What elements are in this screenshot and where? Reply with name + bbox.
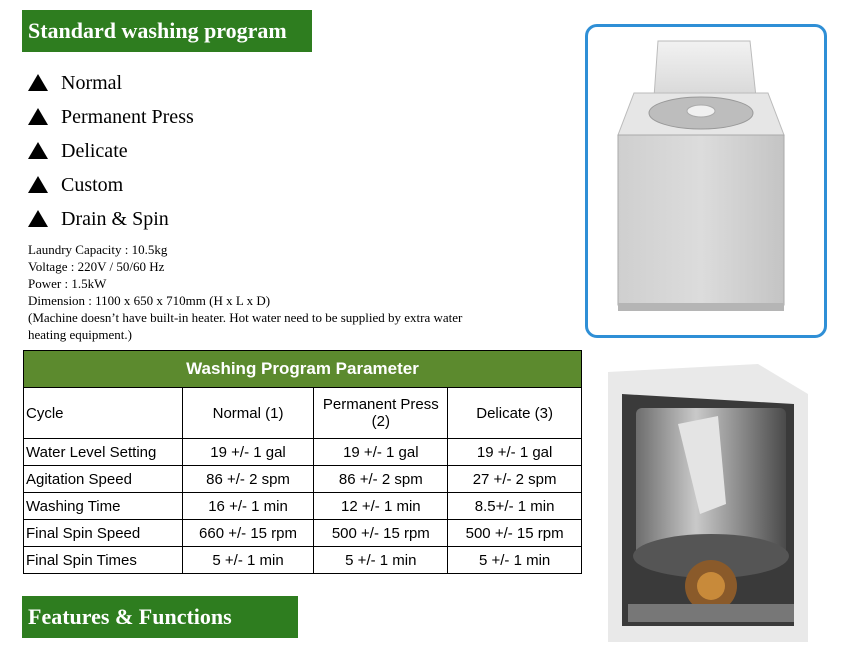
table-title: Washing Program Parameter: [24, 351, 582, 388]
program-label: Permanent Press: [61, 105, 194, 128]
table-cell: 27 +/- 2 spm: [448, 466, 582, 493]
washer-exterior-photo: [585, 24, 827, 338]
standard-washing-program-heading: Standard washing program: [22, 10, 312, 52]
spec-voltage: Voltage : 220V / 50/60 Hz: [28, 259, 165, 274]
washer-cutaway-illustration: [608, 364, 820, 642]
program-label: Delicate: [61, 139, 128, 162]
table-cell: 5 +/- 1 min: [182, 547, 314, 574]
table-cell: Washing Time: [24, 493, 183, 520]
table-cell: 19 +/- 1 gal: [182, 439, 314, 466]
list-item: [28, 168, 194, 202]
table-cell: 660 +/- 15 rpm: [182, 520, 314, 547]
program-list: [28, 66, 194, 236]
header-cell: Permanent Press (2): [314, 388, 448, 439]
machine-specs: [28, 241, 568, 343]
table-row: [24, 547, 582, 574]
list-item: [28, 134, 194, 168]
table-header-row: [24, 388, 582, 439]
table-cell: Final Spin Speed: [24, 520, 183, 547]
list-item: [28, 100, 194, 134]
spec-note-line2: heating equipment.): [28, 327, 132, 342]
table-cell: 86 +/- 2 spm: [314, 466, 448, 493]
table-cell: 19 +/- 1 gal: [448, 439, 582, 466]
list-item: [28, 202, 194, 236]
table-cell: 19 +/- 1 gal: [314, 439, 448, 466]
triangle-bullet-icon: [28, 108, 48, 125]
table-cell: 5 +/- 1 min: [314, 547, 448, 574]
features-functions-heading: Features & Functions: [22, 596, 298, 638]
table-cell: 8.5+/- 1 min: [448, 493, 582, 520]
table-cell: 500 +/- 15 rpm: [448, 520, 582, 547]
spec-capacity: Laundry Capacity : 10.5kg: [28, 242, 168, 257]
washer-exterior-illustration: [588, 27, 824, 335]
table-cell: 500 +/- 15 rpm: [314, 520, 448, 547]
table-cell: 86 +/- 2 spm: [182, 466, 314, 493]
list-item: [28, 66, 194, 100]
program-label: Custom: [61, 173, 124, 196]
triangle-bullet-icon: [28, 210, 48, 227]
spec-note-line1: (Machine doesn’t have built-in heater. Hot water need to be supplied by extra water: [28, 310, 463, 325]
table-row: [24, 520, 582, 547]
table-cell: Water Level Setting: [24, 439, 183, 466]
table-cell: 12 +/- 1 min: [314, 493, 448, 520]
program-label: Drain & Spin: [61, 207, 169, 230]
washing-parameter-table: [23, 350, 582, 574]
triangle-bullet-icon: [28, 176, 48, 193]
table-row: [24, 493, 582, 520]
table-cell: Agitation Speed: [24, 466, 183, 493]
washer-cutaway-photo: [608, 364, 820, 642]
spec-dimension: Dimension : 1100 x 650 x 710mm (H x L x D): [28, 293, 271, 308]
table-row: [24, 439, 582, 466]
triangle-bullet-icon: [28, 74, 48, 91]
triangle-bullet-icon: [28, 142, 48, 159]
table-row: [24, 466, 582, 493]
spec-power: Power : 1.5kW: [28, 276, 107, 291]
table-cell: 5 +/- 1 min: [448, 547, 582, 574]
header-cell: Normal (1): [182, 388, 314, 439]
program-label: Normal: [61, 71, 123, 94]
header-cell: Delicate (3): [448, 388, 582, 439]
table-cell: 16 +/- 1 min: [182, 493, 314, 520]
table-cell: Final Spin Times: [24, 547, 183, 574]
header-cell: Cycle: [24, 388, 183, 439]
